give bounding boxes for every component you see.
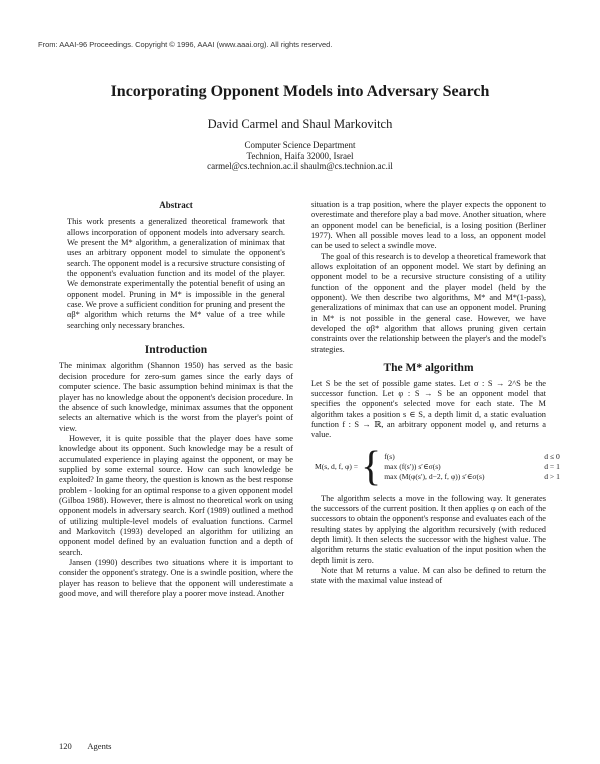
right-column [311,200,560,587]
abstract-text: This work presents a generalized theoretical framework that allows incorporation of opponent models into adversary search. We present the M* algorithm, a generalization of minimax that uses an arbitrary opponent model to simulate the opponent's search. The opponent model is a recursive structure consisting of the opponent's evaluation function and its model of the player. We demonstrate experimentally the potential benefit of using an opponent model. Pruning in M* is impossible in the general case. We prove a sufficient condition for pruning and present the αβ* algorithm which returns the M* value of a tree while searching only necessary branches. [67,217,285,330]
right-paragraph-3: The algorithm selects a move in the following way. It generates the successors of the current position. It then applies φ on each of the successors to obtain the opponent's response and evaluates each of the resulting states by applying the algorithm recursively (with reduced depth limit). It then selects the successor with the highest value. The algorithm returns the static evaluation of the input position when the depth limit is zero. [311,493,547,565]
paper-authors: David Carmel and Shaul Markovitch [207,117,393,131]
affiliation [0,140,600,172]
copyright-header: From: AAAI-96 Proceedings. Copyright © 1996, AAAI (www.aaai.org). All rights reserved. [38,40,333,49]
formula-case-cond: d ≤ 0 [544,452,560,462]
intro-paragraph-2: However, it is quite possible that the player does have some knowledge about its opponent. Such knowledge may be a result of accumulated experience in playing against the opponent, or may be supplied by some external source. How can such knowledge be exploited? In game theory, the question is known as the best response problem - looking for an optimal response to a given opponent model (Gilboa 1988). However, there is almost no theoretical work on using opponent models in adversary search. Korf (1989) outlined a method of utilizing multiple-level models of evaluation functions. Carmel and Markovitch (1993) developed an algorithm for utilizing an opponent model defined by an evaluation function and a depth of search. [59,433,293,557]
formula-brace: { [361,443,382,490]
page-number: 120 [59,741,72,751]
formula-case-expr: max (f(s′)) s′∈σ(s) [384,462,441,472]
affiliation-emails: carmel@cs.technion.ac.il shaulm@cs.technion.ac.il [207,161,393,171]
affiliation-dept: Computer Science Department [244,140,356,150]
formula-cases [384,452,584,481]
m-star-section-heading: The M* algorithm [383,362,474,375]
footer-section: Agents [87,741,112,751]
left-column [59,200,293,599]
formula-case-cond: d > 1 [544,472,560,482]
m-star-formula [315,443,560,490]
page-footer [59,741,126,751]
m-star-definition: Let S be the set of possible game states. Let σ : S → 2^S be the successor function. Let φ : S → S be an opponent model that specifies the opponent's selected move for each state. The M algorithm takes a position s ∈ S, a depth limit d, a static evaluation function f : S → ℝ, an arbitrary opponent model φ, and returns a value. [311,378,546,440]
formula-case-cond: d = 1 [544,462,560,472]
introduction-heading: Introduction [144,344,208,357]
abstract-heading: Abstract [159,200,193,210]
paper-title: Incorporating Opponent Models into Adversary Search [110,83,490,100]
intro-paragraph-3: Jansen (1990) describes two situations where it is important to consider the opponent's strategy. One is a swindle position, where the player has reason to believe that the opponent will underestimate a good move, and will therefore play a poorer move instead. Another [59,558,293,599]
right-paragraph-2: The goal of this research is to develop a theoretical framework that allows exploitation of an opponent model. We start by defining an opponent model to be a recursive structure consisting of a utility function of the opponent and the player model (held by the opponent). We then describe two algorithms, M* and M*(1-pass), generalizations of minimax that can use an opponent model. Pruning in M* is not possible in the general case. However, we have developed the αβ* algorithm that allows pruning given certain constraints over the relationship between the player's and the model's strategies. [311,251,546,354]
formula-case-expr: f(s) [384,452,395,462]
formula-lhs: M(s, d, f, φ) = [315,462,359,472]
formula-case-expr: max (M(φ(s′), d−2, f, φ)) s′∈σ(s) [384,472,485,482]
right-paragraph-4: Note that M returns a value. M can also be defined to return the state with the maximal value instead of [311,565,546,586]
intro-paragraph-1: The minimax algorithm (Shannon 1950) has served as the basic decision procedure for zero-sum games since the early days of computer science. The basic assumption behind minimax is that the player has no knowledge about the opponent's decision procedure. In the absence of such knowledge, minimax assumes that the opponent selects an alternative which is the worst from the player's point of view. [59,361,293,433]
affiliation-place: Technion, Haifa 32000, Israel [246,150,354,161]
right-paragraph-1: situation is a trap position, where the player expects the opponent to overestimate and therefore play a bad move. Another situation, where an opponent model can be beneficial, is a losing position (Berliner 1977). When all possible moves lead to a loss, an opponent model can be used to select a swindle move. [311,200,546,251]
